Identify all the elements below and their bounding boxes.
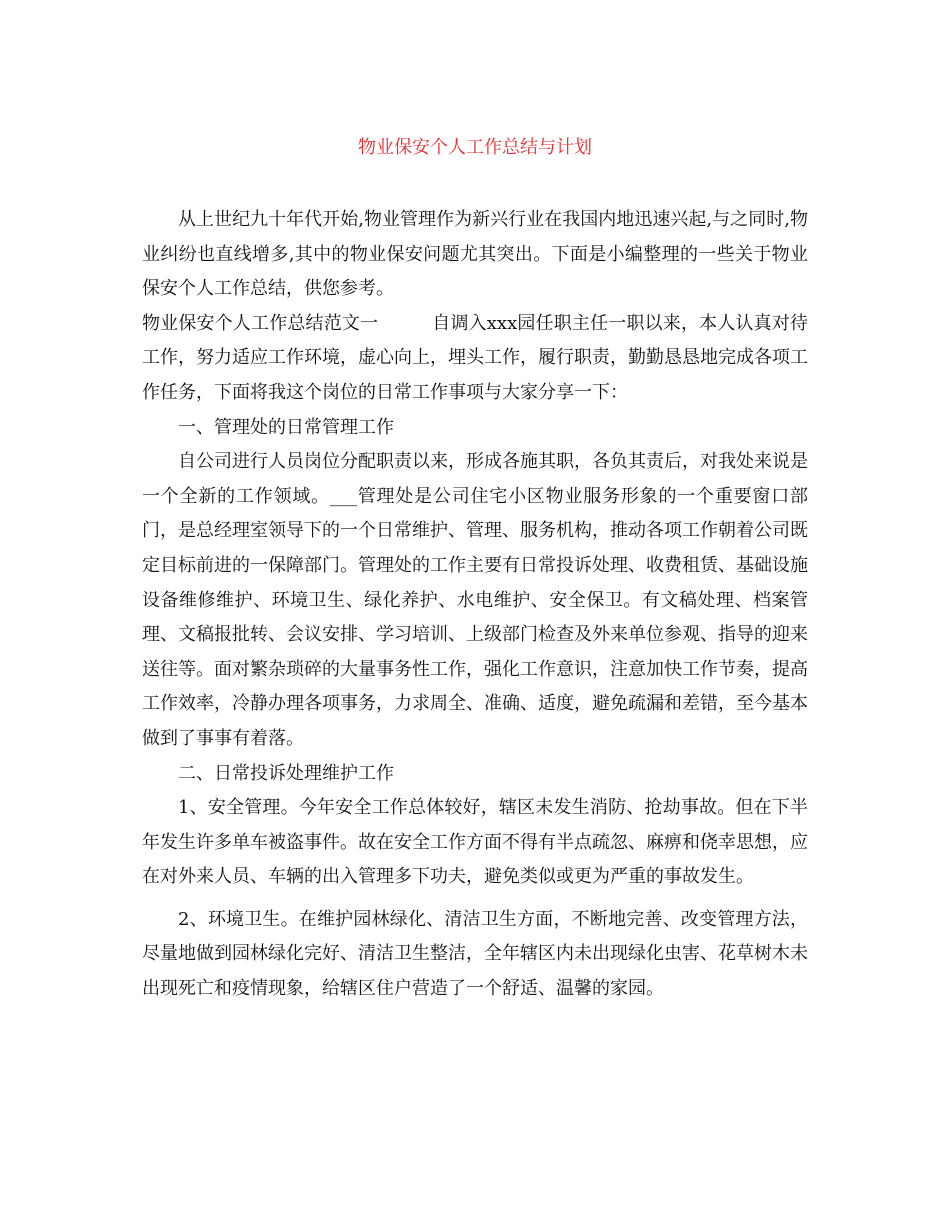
document-body — [142, 203, 808, 1007]
section2-heading: 二、日常投诉处理维护工作 — [178, 762, 394, 784]
document-title: 物业保安个人工作总结与计划 — [358, 137, 592, 158]
item2-paragraph: 2、环境卫生。在维护园林绿化、清洁卫生方面，不断地完善、改变管理方法，尽量地做到园林绿化完好、清洁卫生整洁，全年辖区内未出现绿化虫害、花草树木未出现死亡和疫情现象，给辖区住户营造了一个舒适、温馨的家园。 — [142, 908, 808, 1000]
section1-heading: 一、管理处的日常管理工作 — [178, 416, 394, 438]
sample-lead-text: 自调入xxx园任职主任一职以来，本人认真对待工作，努力适应工作环境，虚心向上，埋头工作，履行职责，勤勤恳恳地完成各项工作任务，下面将我这个岗位的日常工作事项与大家分享一下： — [142, 312, 809, 403]
section1-paragraph: 自公司进行人员岗位分配职责以来，形成各施其职，各负其责后，对我处来说是一个全新的工作领域。___管理处是公司住宅小区物业服务形象的一个重要窗口部门，是总经理室领导下的一个日常维护、管理、服务机构，推动各项工作朝着公司既定目标前进的一保障部门。管理处的工作主要有日常投诉处理、收费租赁、基础设施设备维修维护、环境卫生、绿化养护、水电维护、安全保卫。有文稿处理、档案管理、文稿报批转、会议安排、学习培训、上级部门检查及外来单位参观、指导的迎来送往等。面对繁杂琐碎的大量事务性工作，强化工作意识，注意加快工作节奏，提高工作效率，冷静办理各项事务，力求周全、准确、适度，避免疏漏和差错，至今基本做到了事事有着落。 — [142, 451, 808, 749]
sample-paragraph — [142, 307, 808, 411]
sample-heading: 物业保安个人工作总结范文一 — [142, 312, 379, 334]
intro-paragraph: 从上世纪九十年代开始,物业管理作为新兴行业在我国内地迅速兴起,与之同时,物业纠纷也直线增多,其中的物业保安问题尤其突出。下面是小编整理的一些关于物业保安个人工作总结，供您参考。 — [142, 209, 808, 300]
item1-paragraph: 1、安全管理。今年安全工作总体较好，辖区未发生消防、抢劫事故。但在下半年发生许多单车被盗事件。故在安全工作方面不得有半点疏忽、麻痹和侥幸思想，应在对外来人员、车辆的出入管理多下功夫，避免类似或更为严重的事故发生。 — [142, 797, 808, 888]
